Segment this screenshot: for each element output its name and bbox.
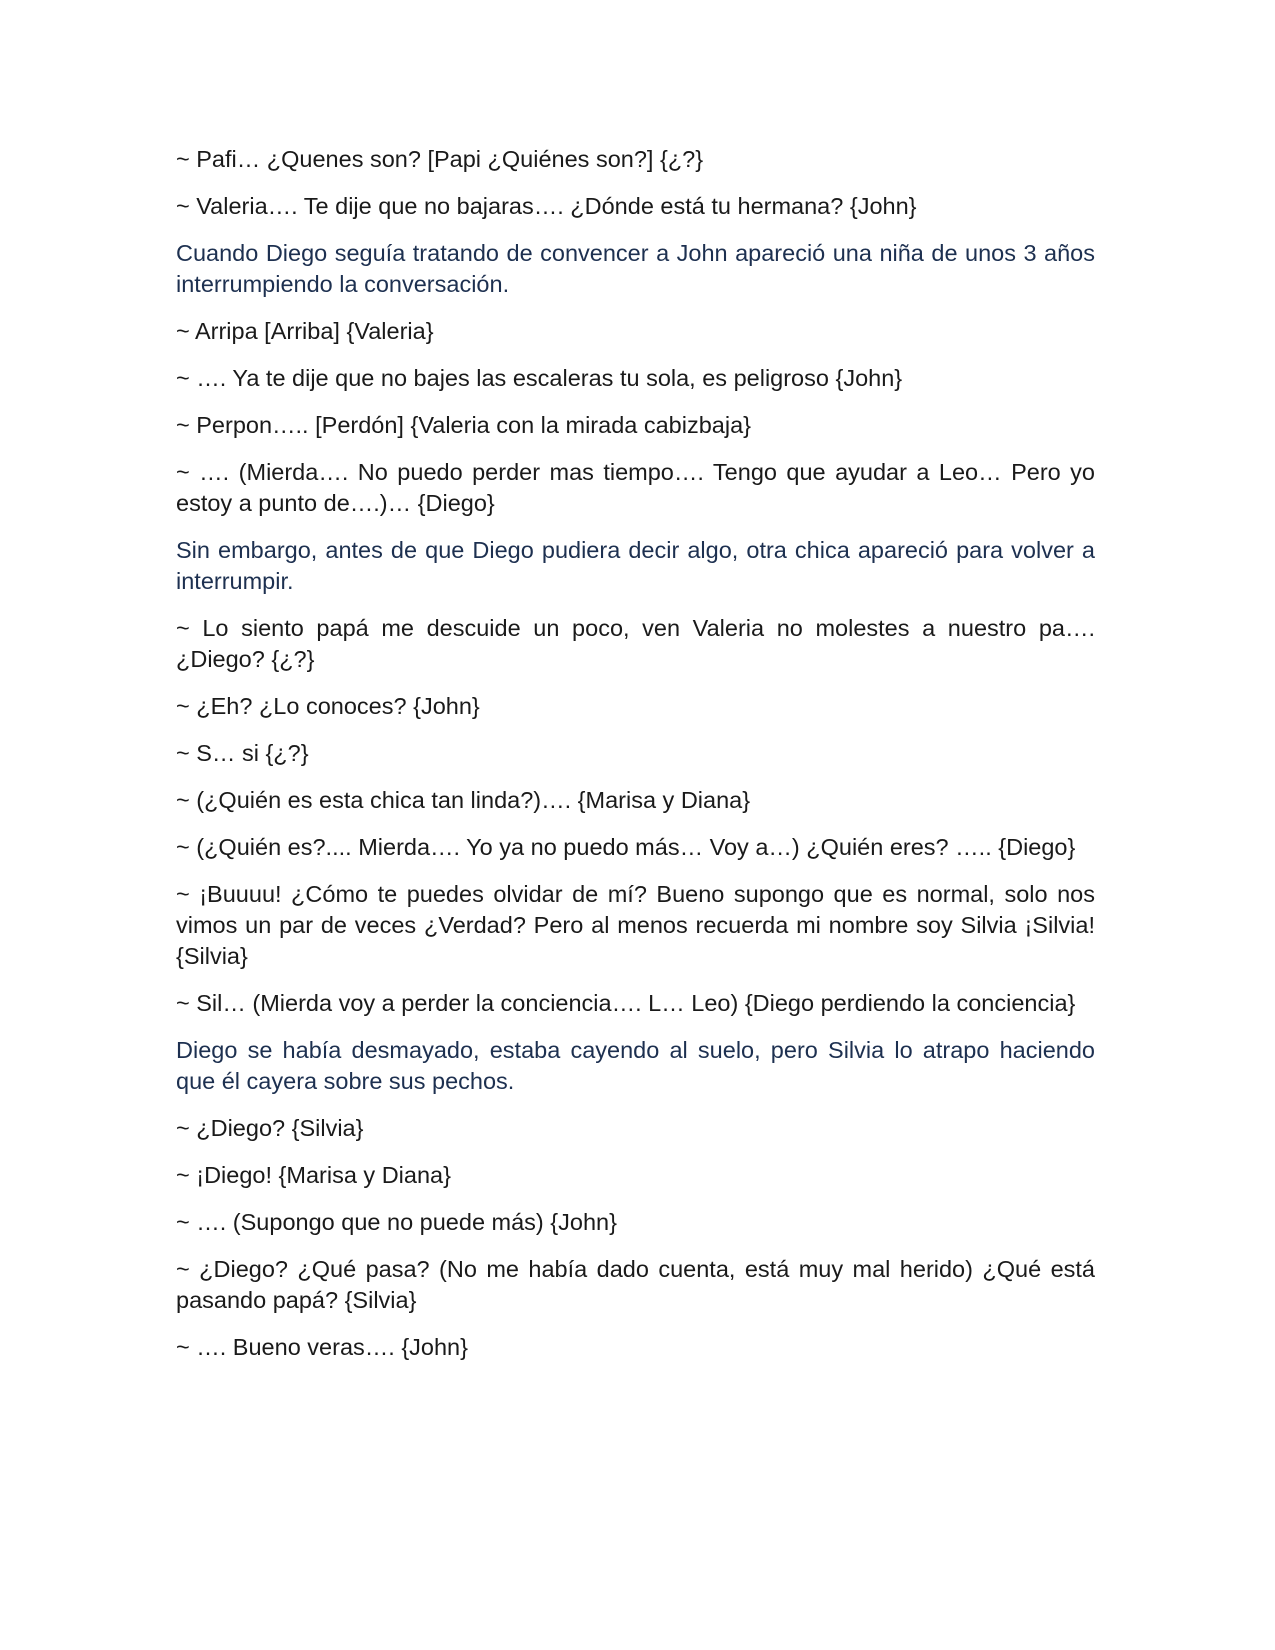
dialogue-line: ~ …. Bueno veras…. {John} <box>176 1334 468 1360</box>
narration-paragraph: Cuando Diego seguía tratando de convencer a John apareció una niña de unos 3 años interrumpiendo la conversación. <box>176 240 1095 297</box>
narration-paragraph: Sin embargo, antes de que Diego pudiera decir algo, otra chica apareció para volver a interrumpir. <box>176 537 1095 594</box>
dialogue-line: ~ ¿Diego? ¿Qué pasa? (No me había dado cuenta, está muy mal herido) ¿Qué está pasando papá? {Silvia} <box>176 1256 1095 1313</box>
dialogue-line: ~ (¿Quién es?.... Mierda…. Yo ya no puedo más… Voy a…) ¿Quién eres? ….. {Diego} <box>176 834 1076 860</box>
dialogue-line: ~ Lo siento papá me descuide un poco, ven Valeria no molestes a nuestro pa…. ¿Diego? {¿?} <box>176 615 1095 672</box>
dialogue-line: ~ …. (Mierda…. No puedo perder mas tiempo…. Tengo que ayudar a Leo… Pero yo estoy a punto de….)… {Diego} <box>176 459 1095 516</box>
dialogue-line: ~ Perpon….. [Perdón] {Valeria con la mirada cabizbaja} <box>176 412 752 438</box>
dialogue-line: ~ S… si {¿?} <box>176 740 309 766</box>
dialogue-line: ~ Pafi… ¿Quenes son? [Papi ¿Quiénes son?] {¿?} <box>176 146 704 172</box>
dialogue-line: ~ Arripa [Arriba] {Valeria} <box>176 318 434 344</box>
dialogue-line: ~ ¿Diego? {Silvia} <box>176 1115 364 1141</box>
dialogue-line: ~ …. Ya te dije que no bajes las escaleras tu sola, es peligroso {John} <box>176 365 903 391</box>
document-page <box>176 144 1095 1379</box>
dialogue-line: ~ ¡Buuuu! ¿Cómo te puedes olvidar de mí? Bueno supongo que es normal, solo nos vimos un par de veces ¿Verdad? Pero al menos recuerda mi nombre soy Silvia ¡Silvia! {Silvia} <box>176 881 1095 969</box>
dialogue-line: ~ ¿Eh? ¿Lo conoces? {John} <box>176 693 480 719</box>
dialogue-line: ~ Sil… (Mierda voy a perder la conciencia…. L… Leo) {Diego perdiendo la conciencia} <box>176 990 1076 1016</box>
dialogue-line: ~ (¿Quién es esta chica tan linda?)…. {Marisa y Diana} <box>176 787 751 813</box>
dialogue-line: ~ …. (Supongo que no puede más) {John} <box>176 1209 617 1235</box>
narration-paragraph: Diego se había desmayado, estaba cayendo al suelo, pero Silvia lo atrapo haciendo que él cayera sobre sus pechos. <box>176 1037 1095 1094</box>
dialogue-line: ~ Valeria…. Te dije que no bajaras…. ¿Dónde está tu hermana? {John} <box>176 193 917 219</box>
dialogue-line: ~ ¡Diego! {Marisa y Diana} <box>176 1162 451 1188</box>
